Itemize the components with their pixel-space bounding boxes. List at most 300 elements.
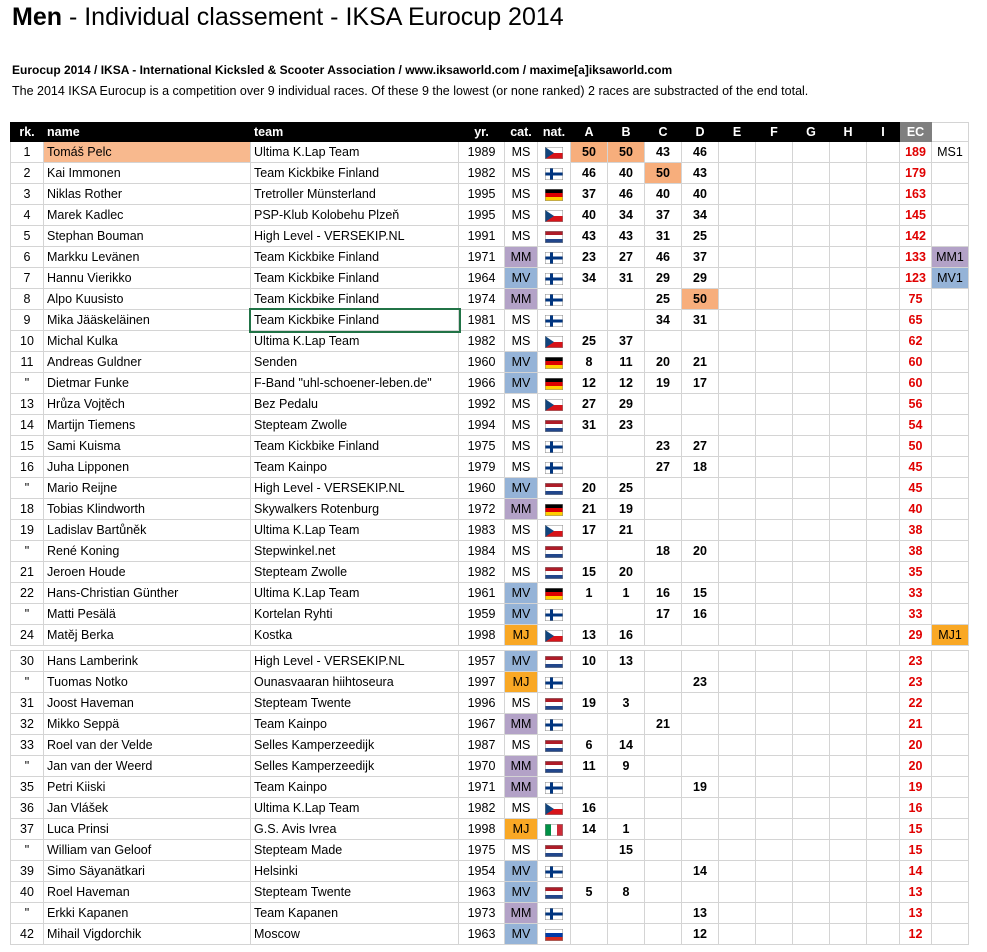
race-f-cell[interactable] (756, 777, 793, 798)
race-c-cell[interactable] (645, 756, 682, 777)
race-f-cell[interactable] (756, 247, 793, 268)
team-cell[interactable]: Stepteam Twente (251, 882, 459, 903)
race-e-cell[interactable] (719, 672, 756, 693)
ec-total-cell[interactable]: 54 (900, 415, 932, 436)
race-a-cell[interactable]: 37 (571, 184, 608, 205)
race-e-cell[interactable] (719, 457, 756, 478)
rank-cell[interactable]: 6 (11, 247, 44, 268)
ec-total-cell[interactable]: 65 (900, 310, 932, 331)
category-cell[interactable]: MS (505, 541, 538, 562)
team-cell[interactable]: G.S. Avis Ivrea (251, 819, 459, 840)
race-b-cell[interactable]: 19 (608, 499, 645, 520)
race-b-cell[interactable]: 40 (608, 163, 645, 184)
category-cell[interactable]: MS (505, 520, 538, 541)
category-cell[interactable]: MV (505, 861, 538, 882)
name-cell[interactable]: Kai Immonen (44, 163, 251, 184)
race-d-cell[interactable]: 18 (682, 457, 719, 478)
table-row[interactable] (11, 651, 969, 672)
race-f-cell[interactable] (756, 205, 793, 226)
race-a-cell[interactable]: 5 (571, 882, 608, 903)
year-cell[interactable]: 1995 (459, 205, 505, 226)
team-cell[interactable]: Ultima K.Lap Team (251, 331, 459, 352)
race-h-cell[interactable] (830, 625, 867, 646)
year-cell[interactable]: 1966 (459, 373, 505, 394)
table-row[interactable] (11, 310, 969, 331)
award-cell[interactable] (932, 184, 969, 205)
race-c-cell[interactable]: 43 (645, 142, 682, 163)
team-cell[interactable]: F-Band "uhl-schoener-leben.de" (251, 373, 459, 394)
race-a-cell[interactable] (571, 457, 608, 478)
race-i-cell[interactable] (867, 735, 900, 756)
category-cell[interactable]: MS (505, 693, 538, 714)
race-b-cell[interactable]: 14 (608, 735, 645, 756)
team-cell[interactable]: Moscow (251, 924, 459, 945)
nationality-cell[interactable] (538, 735, 571, 756)
award-cell[interactable] (932, 735, 969, 756)
race-g-cell[interactable] (793, 457, 830, 478)
name-cell[interactable]: Mika Jääskeläinen (44, 310, 251, 331)
race-c-cell[interactable]: 29 (645, 268, 682, 289)
race-d-cell[interactable]: 37 (682, 247, 719, 268)
table-row[interactable] (11, 693, 969, 714)
race-g-cell[interactable] (793, 903, 830, 924)
name-cell[interactable]: Tobias Klindworth (44, 499, 251, 520)
award-cell[interactable]: MV1 (932, 268, 969, 289)
race-b-cell[interactable] (608, 903, 645, 924)
race-d-cell[interactable] (682, 520, 719, 541)
race-b-cell[interactable]: 1 (608, 819, 645, 840)
year-cell[interactable]: 1971 (459, 247, 505, 268)
race-f-cell[interactable] (756, 882, 793, 903)
team-cell[interactable]: Skywalkers Rotenburg (251, 499, 459, 520)
race-b-cell[interactable]: 12 (608, 373, 645, 394)
race-d-cell[interactable]: 43 (682, 163, 719, 184)
column-header[interactable] (932, 123, 969, 142)
column-header[interactable]: cat. (505, 123, 538, 142)
race-a-cell[interactable] (571, 604, 608, 625)
race-h-cell[interactable] (830, 583, 867, 604)
rank-cell[interactable]: 7 (11, 268, 44, 289)
ec-total-cell[interactable]: 60 (900, 373, 932, 394)
race-f-cell[interactable] (756, 924, 793, 945)
name-cell[interactable]: Markku Levänen (44, 247, 251, 268)
race-a-cell[interactable] (571, 436, 608, 457)
race-d-cell[interactable] (682, 693, 719, 714)
race-f-cell[interactable] (756, 562, 793, 583)
name-cell[interactable]: Sami Kuisma (44, 436, 251, 457)
name-cell[interactable]: Mikko Seppä (44, 714, 251, 735)
race-d-cell[interactable]: 46 (682, 142, 719, 163)
race-h-cell[interactable] (830, 247, 867, 268)
team-cell[interactable]: Team Kainpo (251, 714, 459, 735)
table-row[interactable] (11, 373, 969, 394)
ec-total-cell[interactable]: 45 (900, 478, 932, 499)
race-i-cell[interactable] (867, 289, 900, 310)
race-h-cell[interactable] (830, 205, 867, 226)
nationality-cell[interactable] (538, 352, 571, 373)
column-header[interactable]: EC (900, 123, 932, 142)
name-cell[interactable]: Petri Kiiski (44, 777, 251, 798)
race-b-cell[interactable]: 43 (608, 226, 645, 247)
race-f-cell[interactable] (756, 226, 793, 247)
ec-total-cell[interactable]: 45 (900, 457, 932, 478)
nationality-cell[interactable] (538, 541, 571, 562)
race-c-cell[interactable] (645, 520, 682, 541)
team-cell[interactable]: Team Kickbike Finland (251, 268, 459, 289)
race-e-cell[interactable] (719, 798, 756, 819)
nationality-cell[interactable] (538, 625, 571, 646)
race-i-cell[interactable] (867, 415, 900, 436)
race-f-cell[interactable] (756, 625, 793, 646)
race-i-cell[interactable] (867, 499, 900, 520)
category-cell[interactable]: MS (505, 436, 538, 457)
table-row[interactable] (11, 735, 969, 756)
rank-cell[interactable]: " (11, 756, 44, 777)
race-a-cell[interactable] (571, 541, 608, 562)
category-cell[interactable]: MJ (505, 625, 538, 646)
race-b-cell[interactable]: 9 (608, 756, 645, 777)
race-a-cell[interactable]: 11 (571, 756, 608, 777)
table-row[interactable] (11, 247, 969, 268)
race-d-cell[interactable]: 13 (682, 903, 719, 924)
race-e-cell[interactable] (719, 604, 756, 625)
category-cell[interactable]: MM (505, 499, 538, 520)
race-h-cell[interactable] (830, 924, 867, 945)
race-g-cell[interactable] (793, 478, 830, 499)
race-b-cell[interactable] (608, 924, 645, 945)
race-b-cell[interactable] (608, 436, 645, 457)
column-header[interactable]: D (682, 123, 719, 142)
award-cell[interactable] (932, 651, 969, 672)
name-cell[interactable]: Dietmar Funke (44, 373, 251, 394)
race-a-cell[interactable]: 14 (571, 819, 608, 840)
race-a-cell[interactable] (571, 924, 608, 945)
race-h-cell[interactable] (830, 457, 867, 478)
name-cell[interactable]: Jeroen Houde (44, 562, 251, 583)
name-cell[interactable]: Tomáš Pelc (44, 142, 251, 163)
year-cell[interactable]: 1983 (459, 520, 505, 541)
table-row[interactable] (11, 142, 969, 163)
race-a-cell[interactable] (571, 714, 608, 735)
race-f-cell[interactable] (756, 415, 793, 436)
table-row[interactable] (11, 457, 969, 478)
race-g-cell[interactable] (793, 651, 830, 672)
race-f-cell[interactable] (756, 520, 793, 541)
race-f-cell[interactable] (756, 861, 793, 882)
team-cell[interactable]: Stepteam Made (251, 840, 459, 861)
name-cell[interactable]: Mario Reijne (44, 478, 251, 499)
nationality-cell[interactable] (538, 394, 571, 415)
race-a-cell[interactable]: 15 (571, 562, 608, 583)
award-cell[interactable] (932, 415, 969, 436)
race-d-cell[interactable] (682, 478, 719, 499)
race-h-cell[interactable] (830, 289, 867, 310)
ec-total-cell[interactable]: 23 (900, 651, 932, 672)
category-cell[interactable]: MS (505, 840, 538, 861)
race-d-cell[interactable] (682, 798, 719, 819)
race-a-cell[interactable]: 23 (571, 247, 608, 268)
race-f-cell[interactable] (756, 651, 793, 672)
nationality-cell[interactable] (538, 289, 571, 310)
race-h-cell[interactable] (830, 142, 867, 163)
race-e-cell[interactable] (719, 331, 756, 352)
year-cell[interactable]: 1960 (459, 478, 505, 499)
race-c-cell[interactable]: 19 (645, 373, 682, 394)
race-i-cell[interactable] (867, 520, 900, 541)
race-e-cell[interactable] (719, 562, 756, 583)
table-row[interactable] (11, 903, 969, 924)
race-d-cell[interactable] (682, 651, 719, 672)
race-c-cell[interactable] (645, 861, 682, 882)
race-a-cell[interactable]: 43 (571, 226, 608, 247)
race-b-cell[interactable]: 15 (608, 840, 645, 861)
race-e-cell[interactable] (719, 226, 756, 247)
category-cell[interactable]: MS (505, 394, 538, 415)
race-c-cell[interactable] (645, 331, 682, 352)
race-b-cell[interactable]: 16 (608, 625, 645, 646)
year-cell[interactable]: 1994 (459, 415, 505, 436)
race-b-cell[interactable]: 1 (608, 583, 645, 604)
year-cell[interactable]: 1981 (459, 310, 505, 331)
year-cell[interactable]: 1959 (459, 604, 505, 625)
category-cell[interactable]: MV (505, 604, 538, 625)
rank-cell[interactable]: " (11, 903, 44, 924)
race-a-cell[interactable]: 25 (571, 331, 608, 352)
ec-total-cell[interactable]: 14 (900, 861, 932, 882)
team-cell[interactable]: Team Kickbike Finland (251, 436, 459, 457)
nationality-cell[interactable] (538, 373, 571, 394)
category-cell[interactable]: MS (505, 142, 538, 163)
race-c-cell[interactable] (645, 562, 682, 583)
race-e-cell[interactable] (719, 625, 756, 646)
race-f-cell[interactable] (756, 672, 793, 693)
ec-total-cell[interactable]: 20 (900, 756, 932, 777)
race-g-cell[interactable] (793, 562, 830, 583)
rank-cell[interactable]: 33 (11, 735, 44, 756)
race-d-cell[interactable] (682, 625, 719, 646)
race-i-cell[interactable] (867, 583, 900, 604)
table-row[interactable] (11, 163, 969, 184)
race-c-cell[interactable] (645, 903, 682, 924)
year-cell[interactable]: 1991 (459, 226, 505, 247)
column-header[interactable]: B (608, 123, 645, 142)
name-cell[interactable]: Martijn Tiemens (44, 415, 251, 436)
nationality-cell[interactable] (538, 819, 571, 840)
race-h-cell[interactable] (830, 756, 867, 777)
year-cell[interactable]: 1987 (459, 735, 505, 756)
race-a-cell[interactable]: 16 (571, 798, 608, 819)
race-b-cell[interactable] (608, 289, 645, 310)
race-g-cell[interactable] (793, 693, 830, 714)
category-cell[interactable]: MM (505, 756, 538, 777)
race-b-cell[interactable]: 29 (608, 394, 645, 415)
race-d-cell[interactable] (682, 714, 719, 735)
race-i-cell[interactable] (867, 352, 900, 373)
rank-cell[interactable]: " (11, 604, 44, 625)
rank-cell[interactable]: 21 (11, 562, 44, 583)
team-cell[interactable]: Ounasvaaran hiihtoseura (251, 672, 459, 693)
category-cell[interactable]: MV (505, 373, 538, 394)
race-e-cell[interactable] (719, 756, 756, 777)
award-cell[interactable] (932, 352, 969, 373)
race-i-cell[interactable] (867, 541, 900, 562)
race-g-cell[interactable] (793, 184, 830, 205)
race-f-cell[interactable] (756, 142, 793, 163)
race-f-cell[interactable] (756, 583, 793, 604)
ec-total-cell[interactable]: 12 (900, 924, 932, 945)
nationality-cell[interactable] (538, 184, 571, 205)
race-g-cell[interactable] (793, 394, 830, 415)
race-i-cell[interactable] (867, 457, 900, 478)
race-e-cell[interactable] (719, 205, 756, 226)
race-c-cell[interactable] (645, 478, 682, 499)
race-g-cell[interactable] (793, 714, 830, 735)
award-cell[interactable] (932, 289, 969, 310)
table-row[interactable] (11, 604, 969, 625)
race-b-cell[interactable]: 37 (608, 331, 645, 352)
race-i-cell[interactable] (867, 226, 900, 247)
race-d-cell[interactable]: 21 (682, 352, 719, 373)
nationality-cell[interactable] (538, 714, 571, 735)
race-e-cell[interactable] (719, 882, 756, 903)
column-header[interactable]: C (645, 123, 682, 142)
race-b-cell[interactable] (608, 310, 645, 331)
team-cell[interactable]: Ultima K.Lap Team (251, 798, 459, 819)
race-d-cell[interactable]: 29 (682, 268, 719, 289)
race-d-cell[interactable] (682, 499, 719, 520)
race-b-cell[interactable]: 27 (608, 247, 645, 268)
race-i-cell[interactable] (867, 882, 900, 903)
year-cell[interactable]: 1998 (459, 625, 505, 646)
team-cell[interactable]: Team Kickbike Finland (251, 310, 459, 331)
category-cell[interactable]: MM (505, 247, 538, 268)
table-row[interactable] (11, 777, 969, 798)
race-i-cell[interactable] (867, 310, 900, 331)
name-cell[interactable]: Stephan Bouman (44, 226, 251, 247)
race-c-cell[interactable]: 17 (645, 604, 682, 625)
team-cell[interactable]: Senden (251, 352, 459, 373)
race-h-cell[interactable] (830, 562, 867, 583)
race-h-cell[interactable] (830, 520, 867, 541)
race-d-cell[interactable] (682, 735, 719, 756)
race-b-cell[interactable]: 3 (608, 693, 645, 714)
team-cell[interactable]: Team Kainpo (251, 777, 459, 798)
race-f-cell[interactable] (756, 541, 793, 562)
ec-total-cell[interactable]: 15 (900, 840, 932, 861)
race-a-cell[interactable]: 50 (571, 142, 608, 163)
race-h-cell[interactable] (830, 604, 867, 625)
year-cell[interactable]: 1998 (459, 819, 505, 840)
race-g-cell[interactable] (793, 352, 830, 373)
race-e-cell[interactable] (719, 163, 756, 184)
award-cell[interactable] (932, 457, 969, 478)
race-e-cell[interactable] (719, 436, 756, 457)
award-cell[interactable] (932, 882, 969, 903)
race-b-cell[interactable]: 31 (608, 268, 645, 289)
table-row[interactable] (11, 798, 969, 819)
race-b-cell[interactable] (608, 861, 645, 882)
team-cell[interactable]: Ultima K.Lap Team (251, 142, 459, 163)
race-i-cell[interactable] (867, 394, 900, 415)
table-row[interactable] (11, 436, 969, 457)
race-f-cell[interactable] (756, 373, 793, 394)
race-a-cell[interactable] (571, 672, 608, 693)
year-cell[interactable]: 1982 (459, 163, 505, 184)
rank-cell[interactable]: " (11, 541, 44, 562)
race-e-cell[interactable] (719, 924, 756, 945)
race-g-cell[interactable] (793, 882, 830, 903)
award-cell[interactable] (932, 840, 969, 861)
team-cell[interactable]: Team Kickbike Finland (251, 247, 459, 268)
race-i-cell[interactable] (867, 268, 900, 289)
race-a-cell[interactable] (571, 777, 608, 798)
ec-total-cell[interactable]: 29 (900, 625, 932, 646)
race-d-cell[interactable] (682, 756, 719, 777)
name-cell[interactable]: William van Geloof (44, 840, 251, 861)
year-cell[interactable]: 1963 (459, 882, 505, 903)
year-cell[interactable]: 1957 (459, 651, 505, 672)
race-e-cell[interactable] (719, 394, 756, 415)
race-h-cell[interactable] (830, 268, 867, 289)
race-g-cell[interactable] (793, 840, 830, 861)
table-row[interactable] (11, 478, 969, 499)
column-header[interactable]: name (44, 123, 251, 142)
nationality-cell[interactable] (538, 882, 571, 903)
award-cell[interactable] (932, 541, 969, 562)
race-c-cell[interactable]: 50 (645, 163, 682, 184)
nationality-cell[interactable] (538, 457, 571, 478)
race-e-cell[interactable] (719, 903, 756, 924)
race-c-cell[interactable]: 21 (645, 714, 682, 735)
race-f-cell[interactable] (756, 394, 793, 415)
ec-total-cell[interactable]: 33 (900, 583, 932, 604)
name-cell[interactable]: Michal Kulka (44, 331, 251, 352)
race-d-cell[interactable]: 50 (682, 289, 719, 310)
race-e-cell[interactable] (719, 714, 756, 735)
nationality-cell[interactable] (538, 268, 571, 289)
race-h-cell[interactable] (830, 184, 867, 205)
race-a-cell[interactable]: 31 (571, 415, 608, 436)
category-cell[interactable]: MS (505, 184, 538, 205)
team-cell[interactable]: Stepteam Zwolle (251, 562, 459, 583)
race-d-cell[interactable] (682, 562, 719, 583)
race-h-cell[interactable] (830, 331, 867, 352)
rank-cell[interactable]: " (11, 672, 44, 693)
race-g-cell[interactable] (793, 777, 830, 798)
race-b-cell[interactable] (608, 541, 645, 562)
race-c-cell[interactable] (645, 777, 682, 798)
race-c-cell[interactable] (645, 735, 682, 756)
race-e-cell[interactable] (719, 651, 756, 672)
race-d-cell[interactable] (682, 840, 719, 861)
rank-cell[interactable]: 39 (11, 861, 44, 882)
rank-cell[interactable]: 40 (11, 882, 44, 903)
award-cell[interactable]: MS1 (932, 142, 969, 163)
team-cell[interactable]: Team Kickbike Finland (251, 163, 459, 184)
race-e-cell[interactable] (719, 373, 756, 394)
race-g-cell[interactable] (793, 625, 830, 646)
ec-total-cell[interactable]: 38 (900, 520, 932, 541)
race-i-cell[interactable] (867, 672, 900, 693)
race-e-cell[interactable] (719, 142, 756, 163)
race-h-cell[interactable] (830, 651, 867, 672)
race-a-cell[interactable] (571, 289, 608, 310)
year-cell[interactable]: 1973 (459, 903, 505, 924)
race-c-cell[interactable]: 34 (645, 310, 682, 331)
ec-total-cell[interactable]: 179 (900, 163, 932, 184)
nationality-cell[interactable] (538, 436, 571, 457)
race-a-cell[interactable] (571, 310, 608, 331)
